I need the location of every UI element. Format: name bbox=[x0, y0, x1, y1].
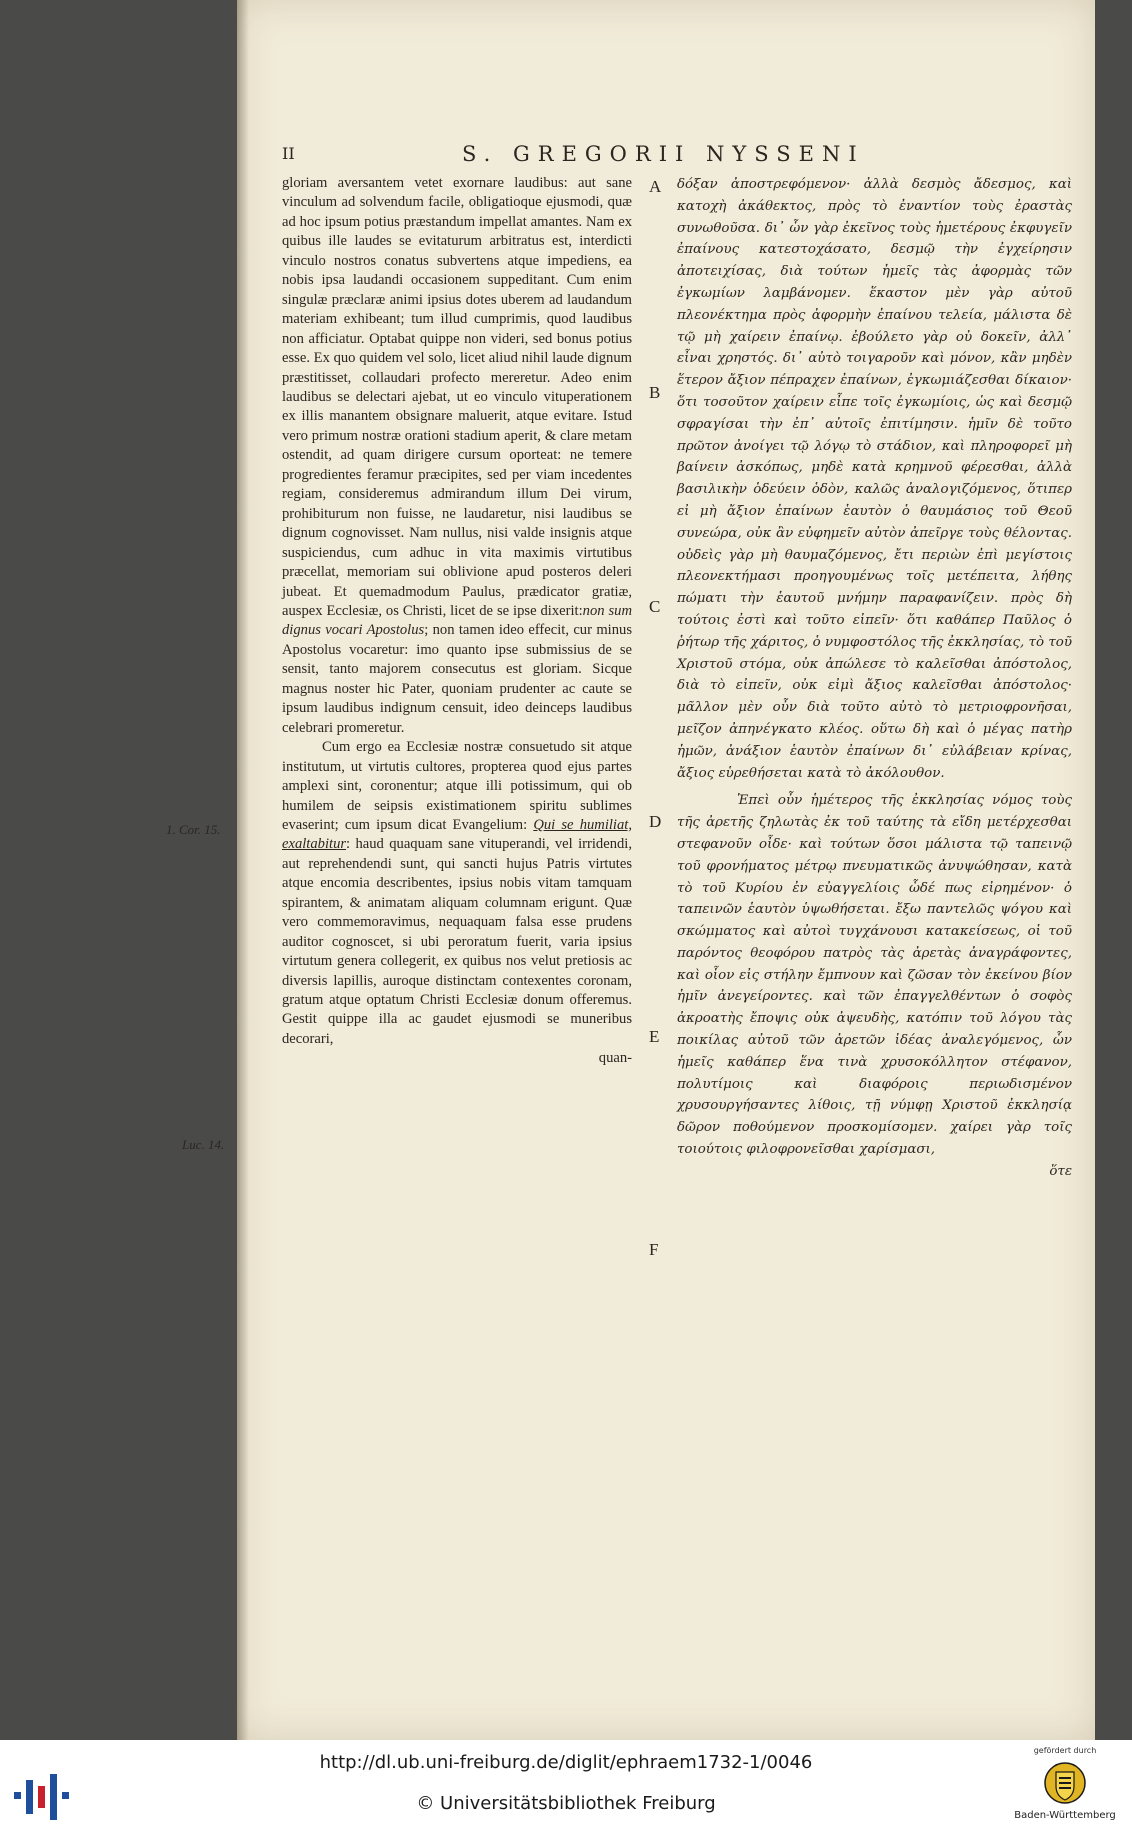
latin-text-2-end: : haud quaquam sane vituperandi, vel irridendi, aut reprehendendi sunt, qui sancti hujus Patris virtutes atque encomia describentes, ipsius nobis vitam tamquam spirantem, & animatam aliquam columnam erigunt. Quæ vero commemoravimus, nequaquam falsa esse prudens auditor cognoscet, si ubi peroratum fuerit, varia ipsius virtutum genera collegerit, ex quibus nos velut pretiosis ac diversis lapillis, auroque distinctam contexentes coronam, gratum atque optatum Christi Ecclesiæ donum offeremus. Gestit quippe illa ac gaudet ejusmodi se muneribus decorari, bbox=[282, 836, 632, 1047]
book-page bbox=[237, 0, 1095, 1740]
copyright-notice: © Universitätsbibliothek Freiburg bbox=[416, 1793, 716, 1814]
latin-text-1-end: ; non tamen ideo effecit, cur minus Apostolus vocaretur: imo quanto ipse submissius de se sensit, tanto majorem consecutus est gloriam. Sicque magnus noster hic Pater, quoniam prudenter ac caute se ipsum laudibus indignum censuit, ideo deinceps laudibus celebrari promeretur. bbox=[282, 622, 632, 736]
margin-note-cor: 1. Cor. 15. bbox=[166, 822, 221, 837]
greek-catchword: ὅτε bbox=[1049, 1163, 1072, 1179]
latin-column bbox=[282, 174, 632, 1069]
latin-paragraph-1 bbox=[282, 174, 632, 738]
latin-text-2: Cum ergo ea Ecclesiæ nostræ consuetudo sit atque institutum, ut virtutis cultores, propterea quod ejus partes amplexi sint, coronentur; atque illi potissimum, qui ob humilem de seipsis existimationem spiritu sublimes evaserint; cum ipsum dicat Evangelium: bbox=[282, 739, 632, 833]
section-marker-a: A bbox=[649, 177, 662, 196]
page-number: II bbox=[282, 144, 295, 163]
latin-quote-2: Qui se humiliat, exaltabitur bbox=[282, 816, 632, 853]
sponsor-caption: gefördert durch bbox=[1033, 1746, 1097, 1755]
latin-paragraph-2 bbox=[282, 738, 632, 1049]
section-marker-e: E bbox=[649, 1027, 660, 1046]
greek-column bbox=[677, 174, 1072, 1183]
greek-paragraph-2: Ἐπεὶ οὖν ἡμέτερος τῆς ἐκκλησίας νόμος τοὺς τῆς ἀρετῆς ζηλωτὰς ἐκ τοῦ ταύτης τὰ εἴδη μετέρχεσθαι στεφανοῦν οἶδε· καὶ τούτων ὅσοι μάλιστα τῷ ταπεινῷ τοῦ φρονήματος μέτρῳ πνευματικῶς ἀνυψώθησαν, κατὰ τὸ τοῦ Κυρίου ἐν εὐαγγελίοις ὧδέ πως εἰρημένον· ὁ ταπεινῶν ἑαυτὸν ὑψωθήσεται. ἔξω παντελῶς ψόγου καὶ σκώμματος καὶ αὐτοὶ τυγχάνουσι κατακείσεως, οἱ τοῦ παρόντος θεοφόρου πατρὸς τὰς ἀρετὰς ἀναγράφοντες, καὶ οἷον εἰς στήλην ἔμπνουν καὶ ζῶσαν τὸν ἐκείνου βίον ἡμῖν ἀνεγείροντες. καὶ τῶν ἐπαγγελθέντων ὁ σοφὸς ἀκροατὴς ἔποψις οὐκ ἀψευδὴς, κατόπιν τοῦ λόγου τὰς ποικίλας αὐτοῦ τῶν ἀρετῶν ἰδέας ἀναλεγόμενος, ὧν ἡμεῖς καθάπερ ἕνα τινὰ χρυσοκόλλητον στέφανον, πολυτίμοις καὶ διαφόροις περιωδισμένον χρυσουργήσαντες λίθοις, τῇ νύμφῃ Χριστοῦ ἐκκλησίᾳ δῶρον ποθούμενον προσκομίσομεν. χαίρει γὰρ τοῖς τοιούτοις φιλοφρονεῖσθαι χαρίσμασι, bbox=[677, 793, 1072, 1158]
section-marker-b: B bbox=[649, 383, 661, 402]
state-crest-icon bbox=[1044, 1760, 1086, 1806]
sponsor-name: Baden-Württemberg bbox=[1014, 1810, 1116, 1821]
margin-note-luc: Luc. 14. bbox=[182, 1137, 225, 1152]
greek-paragraph-1: δόξαν ἀποστρεφόμενον· ἀλλὰ δεσμὸς ἄδεσμος, καὶ κατοχὴ ἀκάθεκτος, πρὸς τὸ ἐναντίον τοὺς ἐραστὰς συνωθοῦσα. δι᾽ ὧν γὰρ ἐκεῖνος τοὺς ἡμετέρους ἐκφυγεῖν ἐπαίνους κατεστοχάσατο, δεσμῷ τὴν ἐγχείρησιν ἀποτειχίσας, διὰ τούτων ἡμεῖς τὰς ἀφορμὰς τῶν ἐγκωμίων λαμβάνομεν. ἕκαστον μὲν γὰρ αὐτοῦ πλεονέκτημα πρὸς ἀφορμὴν ἐπαίνου τελεία, μάλιστα δὲ τῷ μὴ χαίρειν ἐπαίνῳ. ἐβούλετο γὰρ οὐ δοκεῖν, ἀλλ᾽ εἶναι χρηστός. δι᾽ αὐτὸ τοιγαροῦν καὶ μόνον, κἂν μηδὲν ἕτερον ἄξιον πέπραχεν ἐπαίνων, ἐγκωμιάζεσθαι δίκαιον· ὅτι τοσοῦτον χαίρειν εἶπε τοῖς ἐγκωμίοις, ὡς καὶ δεσμῷ σφραγίσαι τὴν ἐπ᾽ αὐτοῖς ἐπιτίμησιν. ἡμῖν δὲ τοῦτο πρῶτον ἀνοίγει τῷ λόγῳ τὸ στάδιον, καὶ πληροφορεῖ μὴ βαίνειν ἀσκόπως, μηδὲ κατὰ κρημνοῦ φέρεσθαι, ἀλλὰ βασιλικὴν ὁδεύειν ὁδὸν, καλῶς ἀναλογιζόμενος, ὅτιπερ εἰ μὴ ἄξιον ἐπαίνων ἑαυτὸν ὁ θαυμάσιος τοῦ Θεοῦ συνεώρα, οὐκ ἂν εὐφημεῖν αὐτὸν ἀπεῖργε τοὺς θέλοντας. οὐδεὶς γὰρ μὴ θαυμαζόμενος, ἔτι περιὼν ἐπὶ μεγίστοις πλεονεκτήμασι προηγουμένως τοῖς μετέπειτα, λήθης πώματι τὴν ἑαυτοῦ μνήμην παραφανίζειν. πρὸς δὴ τούτοις ἐστὶ καὶ τοῦτο εἰπεῖν· ὅτι καθάπερ Παῦλος ὁ ῥήτωρ τῆς χάριτος, ὁ νυμφοστόλος τῆς ἐκκλησίας, τὸ τοῦ Χριστοῦ στόμα, οὐκ ἀπώλεσε τὸ καλεῖσθαι ἀπόστολος, διὰ τὸ εἰπεῖν, οὐκ εἰμὶ ἄξιος καλεῖσθαι ἀπόστολος· μᾶλλον μὲν οὖν διὰ τοῦτο αὐτὸ τὸ μετριοφρονῆσαι, μεῖζον ἀπηνέγκατο κλέος. οὕτω δὴ καὶ ὁ μέγας πατὴρ ἡμῶν, ἀνάξιον ἑαυτὸν ἐπαίνων δι᾽ εὐλάβειαν κρίνας, ἄξιος εὑρεθήσεται κατὰ τὸ ἀκόλουθον. bbox=[677, 177, 1072, 781]
latin-text-1: gloriam aversantem vetet exornare laudibus: aut sane vinculum ad solvendum facile, obligatioque ejusmodi, quæ ad hoc ipsum potius præstandum impellat amantes. Nam ex quibus ille laudes se evitaturum arbitratus est, interdicti vinculo nostros conatus subvertens atque impediens, ea nobis ipsa laudandi occasionem suppeditant. Cum enim singulæ præclaræ animi ipsius dotes uberem ad laudandum materiam exhibeant; tum illud cumprimis, quod laudibus non afficiatur. Optabat quippe non videri, sed bonus potius esse. Ex quo quidem vel solo, licet aliud nihil laude dignum præstitisset, collaudari profecto mereretur. Adeo enim laudibus se delectari ajebat, ut eo vinculo vituperationem ex illis manantem obsignare maluerit, atque evitare. Istud vero primum nostræ orationi stadium aperit, & clare metam ostendit, ad quam dirigere cursum oporteat: ne temere progredientes feramur præcipites, sed per viam incedentes regiam, consideremus admirandum illum Dei virum, prohibiturum non fuisse, ne laudaretur, nisi laudibus se dignum cognovisset. Nam nullus, nisi valde insignis atque suspiciendus, cum adhuc in vita maximis virtutibus præcellat, memoriam sui oblivione apud posteros deleri jubeat. Et quemadmodum Paulus, prædicator gratiæ, auspex Ecclesiæ, os Christi, licet de se ipse dixerit: bbox=[282, 175, 632, 619]
latin-quote-1: non sum dignus vocari Apostolus bbox=[282, 602, 633, 639]
latin-catchword: quan- bbox=[598, 1050, 632, 1067]
page-spine-shadow bbox=[237, 0, 249, 1740]
footer bbox=[0, 1740, 1132, 1828]
section-marker-d: D bbox=[649, 812, 662, 831]
running-title: S. GREGORII NYSSENI bbox=[462, 142, 865, 166]
source-url[interactable]: http://dl.ub.uni-freiburg.de/diglit/ephraem1732-1/0046 bbox=[319, 1752, 813, 1773]
section-marker-f: F bbox=[649, 1240, 659, 1259]
sponsor-block bbox=[1010, 1740, 1120, 1828]
section-marker-c: C bbox=[649, 597, 661, 616]
running-head bbox=[237, 142, 1095, 166]
